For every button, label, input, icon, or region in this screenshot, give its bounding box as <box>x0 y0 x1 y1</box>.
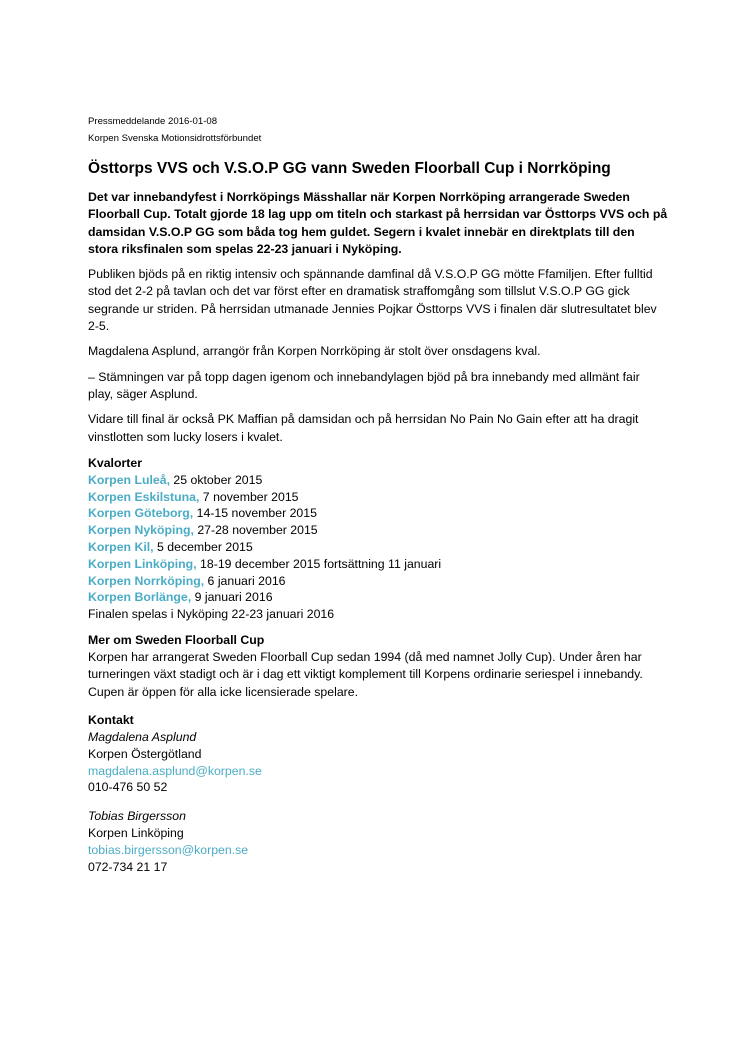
contact-phone: 072-734 21 17 <box>88 859 168 874</box>
final-note: Finalen spelas i Nyköping 22-23 januari 2016 <box>88 607 335 622</box>
qualifier-link[interactable]: Korpen Linköping, <box>88 556 197 571</box>
contact-phone: 010-476 50 52 <box>88 780 168 795</box>
qualifiers-heading: Kvalorter <box>88 455 142 470</box>
about-heading: Mer om Sweden Floorball Cup <box>88 633 265 648</box>
list-item <box>88 505 668 522</box>
release-label: Pressmeddelande 2016-01-08 <box>88 116 218 127</box>
qualifier-link[interactable]: Korpen Borlänge, <box>88 590 192 605</box>
about-text: Korpen har arrangerat Sweden Floorball Cup sedan 1994 (då med namnet Jolly Cup). Under åren har turneringen växt stadigt och är i dag ett viktigt komplement till Korpens ordinarie seriespel i innebandy. Cupen är öppen för alla icke licensierade spelare. <box>88 650 643 699</box>
contact-org: Korpen Östergötland <box>88 746 202 761</box>
contact-email-link[interactable]: magdalena.asplund@korpen.se <box>88 763 262 778</box>
list-item <box>88 472 668 489</box>
contact-name: Magdalena Asplund <box>88 729 197 744</box>
list-item <box>88 556 668 573</box>
lead-paragraph: Det var innebandyfest i Norrköpings Mässhallar när Korpen Norrköping arrangerade Sweden Floorball Cup. Totalt gjorde 18 lag upp om titeln och starkast på herrsidan var Östtorps VVS och på damsidan V.S.O.P GG som båda tog hem guldet. Segern i kvalet innebär en direktplats till den stora riksfinalen som spelas 22-23 januari i Nyköping. <box>88 190 668 256</box>
page-title: Östtorps VVS och V.S.O.P GG vann Sweden Floorball Cup i Norrköping <box>88 160 611 177</box>
qualifier-link[interactable]: Korpen Luleå, <box>88 472 170 487</box>
contact-org: Korpen Linköping <box>88 825 184 840</box>
qualifier-link[interactable]: Korpen Eskilstuna, <box>88 489 200 504</box>
body-paragraph-1: Publiken bjöds på en riktig intensiv och spännande damfinal då V.S.O.P GG mötte Ffamiljen. Efter fulltid stod det 2-2 på tavlan och det var först efter en dramatisk straffomgång som tillslut V.S.O.P GG gick segrande ur striden. På herrsidan utmanade Jennies Pojkar Östtorps VVS i finalen där slutresultatet blev 2-5. <box>88 267 657 334</box>
qualifier-date: 18-19 december 2015 fortsättning 11 januari <box>196 556 442 571</box>
body-paragraph-4: Vidare till final är också PK Maffian på damsidan och på herrsidan No Pain No Gain efter att ha dragit vinstlotten som lucky losers i kvalet. <box>88 412 639 444</box>
contact-card <box>88 729 668 796</box>
qualifier-date: 25 oktober 2015 <box>170 472 263 487</box>
qualifier-date: 27-28 november 2015 <box>193 523 318 538</box>
list-item <box>88 539 668 556</box>
organization-name: Korpen Svenska Motionsidrottsförbundet <box>88 133 262 144</box>
list-item <box>88 489 668 506</box>
qualifier-date: 14-15 november 2015 <box>193 506 317 521</box>
qualifier-link[interactable]: Korpen Göteborg, <box>88 506 194 521</box>
list-item <box>88 522 668 539</box>
qualifier-link[interactable]: Korpen Kil, <box>88 540 154 555</box>
qualifier-date: 6 januari 2016 <box>204 573 286 588</box>
contact-heading: Kontakt <box>88 712 134 727</box>
contact-email-link[interactable]: tobias.birgersson@korpen.se <box>88 842 249 857</box>
qualifier-link[interactable]: Korpen Norrköping, <box>88 573 205 588</box>
list-item <box>88 573 668 590</box>
body-paragraph-3: – Stämningen var på topp dagen igenom och innebandylagen bjöd på bra innebandy med allmänt fair play, säger Asplund. <box>88 369 640 401</box>
qualifier-date: 9 januari 2016 <box>191 590 273 605</box>
press-release-page <box>88 113 668 875</box>
qualifier-date: 5 december 2015 <box>153 540 253 555</box>
list-item <box>88 589 668 606</box>
qualifier-date: 7 november 2015 <box>199 489 299 504</box>
body-paragraph-2: Magdalena Asplund, arrangör från Korpen Norrköping är stolt över onsdagens kval. <box>88 344 541 359</box>
contact-name: Tobias Birgersson <box>88 809 186 824</box>
contact-card <box>88 808 668 875</box>
qualifiers-list <box>88 472 668 623</box>
qualifier-link[interactable]: Korpen Nyköping, <box>88 523 194 538</box>
